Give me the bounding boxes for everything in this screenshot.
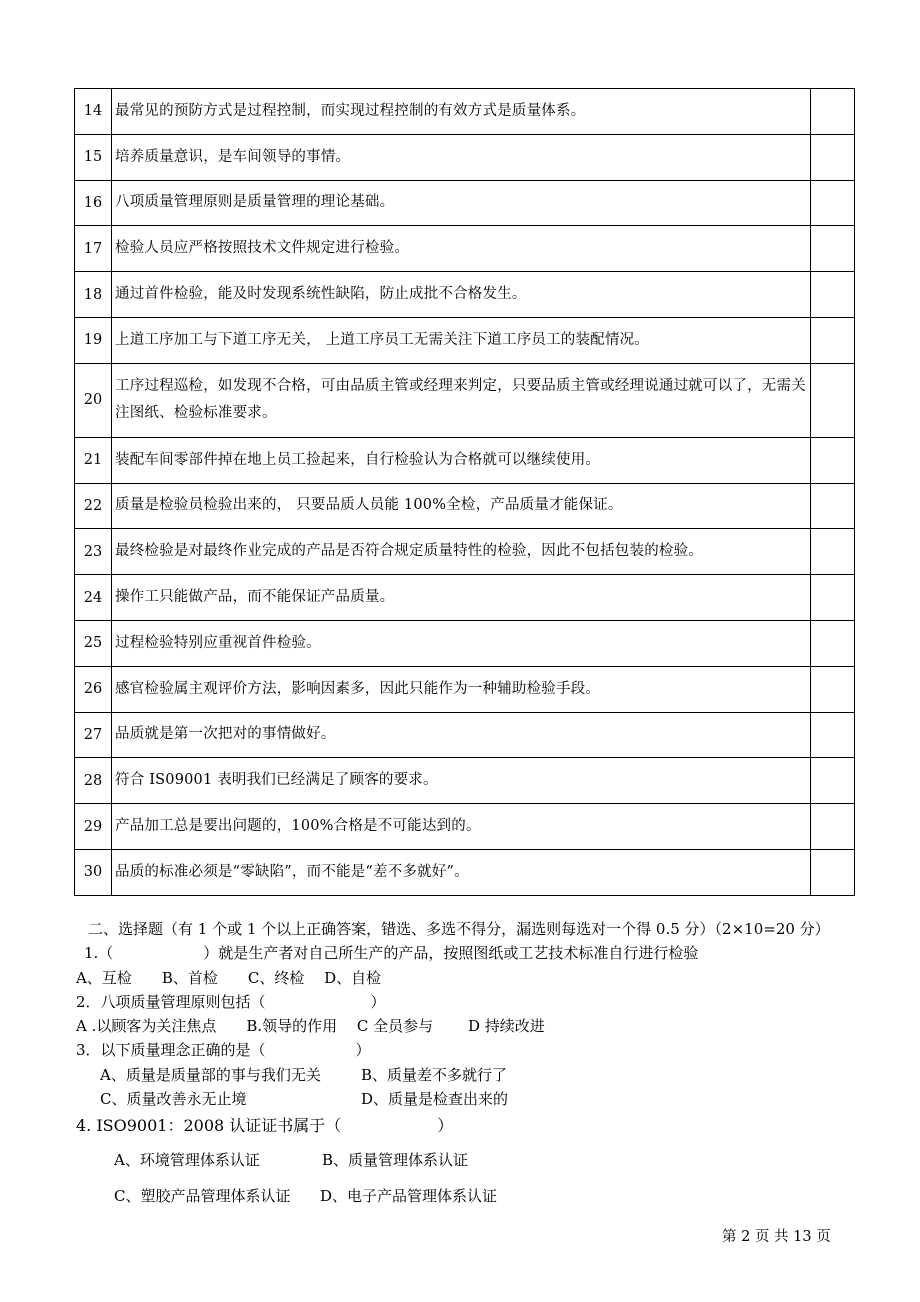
question-text: 装配车间零部件掉在地上员工捡起来，自行检验认为合格就可以继续使用。 [112,437,811,483]
answer-cell[interactable] [811,180,855,226]
question-text: 操作工只能做产品，而不能保证产品质量。 [112,575,811,621]
answer-cell[interactable] [811,575,855,621]
true-false-table [74,88,855,896]
answer-cell[interactable] [811,849,855,895]
question-text: 最常见的预防方式是过程控制，而实现过程控制的有效方式是质量体系。 [112,89,811,135]
table-row [75,712,855,758]
question-number: 21 [75,437,112,483]
table-row [75,666,855,712]
question-text: 符合 IS09001 表明我们已经满足了顾客的要求。 [112,758,811,804]
answer-cell[interactable] [811,483,855,529]
answer-cell[interactable] [811,437,855,483]
question-number: 25 [75,620,112,666]
question-text: 通过首件检验，能及时发现系统性缺陷，防止成批不合格发生。 [112,272,811,318]
question-text: 产品加工总是要出问题的，100%合格是不可能达到的。 [112,804,811,850]
table-row [75,437,855,483]
question-number: 28 [75,758,112,804]
question-3: 3．以下质量理念正确的是（ ） [76,1041,371,1059]
answer-cell[interactable] [811,712,855,758]
answer-cell[interactable] [811,804,855,850]
answer-cell[interactable] [811,363,855,437]
question-4-option-c: C、塑胶产品管理体系认证 [114,1187,291,1205]
question-4-option-a: A、环境管理体系认证 [114,1151,260,1169]
table-row [75,363,855,437]
answer-cell[interactable] [811,758,855,804]
question-text: 上道工序加工与下道工序无关， 上道工序员工无需关注下道工序员工的装配情况。 [112,317,811,363]
question-number: 15 [75,134,112,180]
question-text: 最终检验是对最终作业完成的产品是否符合规定质量特性的检验，因此不包括包装的检验。 [112,529,811,575]
table-row [75,620,855,666]
table-row [75,272,855,318]
question-number: 24 [75,575,112,621]
answer-cell[interactable] [811,226,855,272]
table-row [75,226,855,272]
answer-cell[interactable] [811,89,855,135]
table-row [75,317,855,363]
answer-cell[interactable] [811,529,855,575]
question-4: 4. ISO9001：2008 认证证书属于（ ） [76,1116,454,1135]
question-text: 培养质量意识，是车间领导的事情。 [112,134,811,180]
question-number: 22 [75,483,112,529]
answer-cell[interactable] [811,134,855,180]
question-text: 质量是检验员检验出来的， 只要品质人员能 100%全检，产品质量才能保证。 [112,483,811,529]
question-number: 30 [75,849,112,895]
table-row [75,529,855,575]
question-text: 过程检验特别应重视首件检验。 [112,620,811,666]
question-1-options: A、互检 B、首检 C、终检 D、自检 [76,969,382,987]
question-text: 检验人员应严格按照技术文件规定进行检验。 [112,226,811,272]
question-number: 27 [75,712,112,758]
question-number: 17 [75,226,112,272]
table-row [75,483,855,529]
question-2-options: A .以顾客为关注焦点 B.领导的作用 C 全员参与 D 持续改进 [76,1017,545,1035]
table-row [75,180,855,226]
question-3-option-a: A、质量是质量部的事与我们无关 [100,1066,321,1084]
question-3-option-c: C、质量改善永无止境 [100,1090,247,1108]
question-number: 18 [75,272,112,318]
answer-cell[interactable] [811,317,855,363]
question-4-option-b: B、质量管理体系认证 [322,1151,469,1169]
question-3-option-b: B、质量差不多就行了 [361,1066,508,1084]
table-row [75,575,855,621]
question-number: 14 [75,89,112,135]
question-text: 感官检验属主观评价方法，影响因素多，因此只能作为一种辅助检验手段。 [112,666,811,712]
question-number: 26 [75,666,112,712]
question-number: 29 [75,804,112,850]
answer-cell[interactable] [811,272,855,318]
question-number: 19 [75,317,112,363]
table-row [75,849,855,895]
question-2: 2．八项质量管理原则包括（ ） [76,993,386,1011]
table-row [75,804,855,850]
table-row [75,758,855,804]
page-number: 第 2 页 共 13 页 [722,1229,831,1245]
question-number: 23 [75,529,112,575]
question-text: 品质就是第一次把对的事情做好。 [112,712,811,758]
question-4-option-d: D、电子产品管理体系认证 [320,1187,498,1205]
question-1: 1.（ ）就是生产者对自己所生产的产品，按照图纸或工艺技术标准自行进行检验 [84,944,699,962]
answer-cell[interactable] [811,620,855,666]
question-number: 16 [75,180,112,226]
answer-cell[interactable] [811,666,855,712]
section-heading: 二、选择题（有 1 个或 1 个以上正确答案，错选、多选不得分，漏选则每选对一个得 0.5 分）（2×10=20 分） [88,920,830,938]
question-text: 品质的标准必须是“零缺陷”，而不能是“差不多就好”。 [112,849,811,895]
table-row [75,89,855,135]
table-row [75,134,855,180]
question-text: 八项质量管理原则是质量管理的理论基础。 [112,180,811,226]
question-number: 20 [75,363,112,437]
question-3-option-d: D、质量是检查出来的 [361,1090,509,1108]
question-text: 工序过程巡检，如发现不合格，可由品质主管或经理来判定，只要品质主管或经理说通过就可以了，无需关注图纸、检验标准要求。 [112,363,811,437]
